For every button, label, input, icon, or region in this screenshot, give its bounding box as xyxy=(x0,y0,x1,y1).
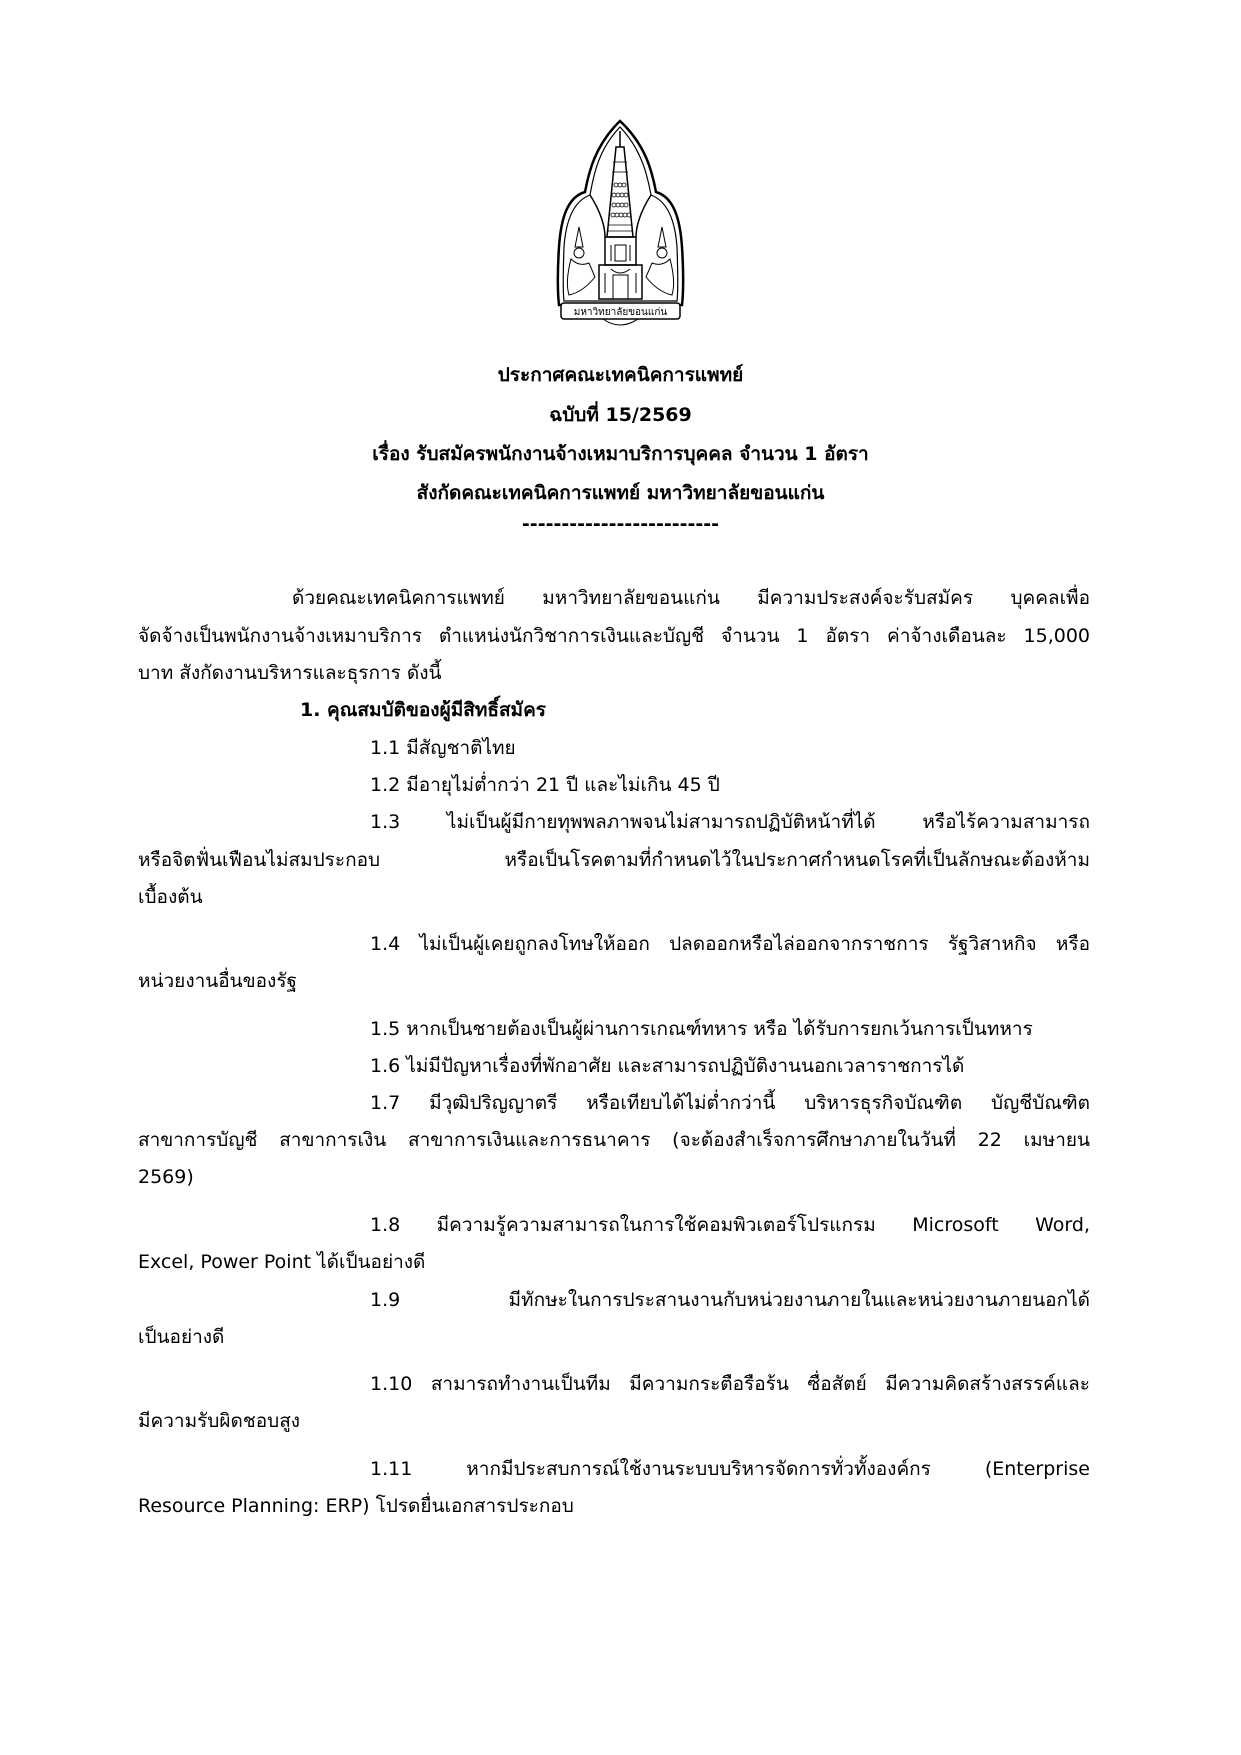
qualification-item-1-10-cont: มีความรับผิดชอบสูง xyxy=(138,1410,301,1432)
qualification-item-1-7-cont: สาขาการบัญชี สาขาการเงิน สาขาการเงินและการธนาคาร (จะต้องสำเร็จการศึกษาภายในวันที่ 22 เมษายน xyxy=(138,1129,1090,1151)
qualification-item-1-2: 1.2 มีอายุไม่ต่ำกว่า 21 ปี และไม่เกิน 45 ปี xyxy=(370,774,720,796)
qualification-item-1-8: 1.8 มีความรู้ความสามารถในการใช้คอมพิวเตอร์โปรแกรม Microsoft Word, xyxy=(370,1214,1090,1236)
qualification-item-1-3: 1.3 ไม่เป็นผู้มีกายทุพพลภาพจนไม่สามารถปฏิบัติหน้าที่ได้ หรือไร้ความสามารถ xyxy=(370,811,1090,833)
qualification-item-1-3-cont2: เบื้องต้น xyxy=(138,886,203,908)
announcement-subject: เรื่อง รับสมัครพนักงานจ้างเหมาบริการบุคคล จำนวน 1 อัตรา xyxy=(372,443,869,465)
qualification-item-1-11: 1.11 หากมีประสบการณ์ใช้งานระบบบริหารจัดการทั่วทั้งองค์กร (Enterprise xyxy=(370,1458,1090,1480)
qualification-item-1-7-cont2: 2569) xyxy=(138,1166,194,1188)
intro-line-3: บาท สังกัดงานบริหารและธุรการ ดังนี้ xyxy=(138,662,442,684)
announcement-title: ประกาศคณะเทคนิคการแพทย์ xyxy=(497,364,744,386)
qualification-item-1-5: 1.5 หากเป็นชายต้องเป็นผู้ผ่านการเกณฑ์ทหาร หรือ ได้รับการยกเว้นการเป็นทหาร xyxy=(370,1018,1033,1040)
qualification-item-1-7: 1.7 มีวุฒิปริญญาตรี หรือเทียบได้ไม่ต่ำกว่านี้ บริหารธุรกิจบัณฑิต บัญชีบัณฑิต xyxy=(370,1092,1090,1114)
qualification-item-1-9: 1.9 มีทักษะในการประสานงานกับหน่วยงานภายในและหน่วยงานภายนอกได้ xyxy=(370,1289,1090,1311)
qualification-item-1-9-cont: เป็นอย่างดี xyxy=(138,1326,225,1348)
qualification-item-1-11-cont: Resource Planning: ERP) โปรดยื่นเอกสารประกอบ xyxy=(138,1495,574,1517)
section-heading-qualifications: 1. คุณสมบัติของผู้มีสิทธิ์สมัคร xyxy=(300,699,546,721)
qualification-item-1-1: 1.1 มีสัญชาติไทย xyxy=(370,737,516,759)
svg-text:มหาวิทยาลัยขอนแก่น: มหาวิทยาลัยขอนแก่น xyxy=(573,307,668,318)
announcement-affiliation: สังกัดคณะเทคนิคการแพทย์ มหาวิทยาลัยขอนแก่น xyxy=(416,482,825,504)
qualification-item-1-4: 1.4 ไม่เป็นผู้เคยถูกลงโทษให้ออก ปลดออกหรือไล่ออกจากราชการ รัฐวิสาหกิจ หรือ xyxy=(370,933,1090,955)
intro-line-2: จัดจ้างเป็นพนักงานจ้างเหมาบริการ ตำแหน่งนักวิชาการเงินและบัญชี จำนวน 1 อัตรา ค่าจ้างเดือนละ 15,000 xyxy=(138,625,1090,647)
qualification-item-1-6: 1.6 ไม่มีปัญหาเรื่องที่พักอาศัย และสามารถปฏิบัติงานนอกเวลาราชการได้ xyxy=(370,1055,965,1077)
kku-emblem-icon xyxy=(553,117,688,332)
university-logo xyxy=(553,117,688,332)
intro-line-1: ด้วยคณะเทคนิคการแพทย์ มหาวิทยาลัยขอนแก่น มีความประสงค์จะรับสมัคร บุคคลเพื่อ xyxy=(292,587,1090,609)
qualification-item-1-8-cont: Excel, Power Point ได้เป็นอย่างดี xyxy=(138,1251,426,1273)
qualification-item-1-10: 1.10 สามารถทำงานเป็นทีม มีความกระตือรือร้น ซื่อสัตย์ มีความคิดสร้างสรรค์และ xyxy=(370,1373,1090,1395)
qualification-item-1-4-cont: หน่วยงานอื่นของรัฐ xyxy=(138,970,298,992)
header-separator: ------------------------- xyxy=(521,513,720,535)
announcement-number: ฉบับที่ 15/2569 xyxy=(549,404,692,426)
qualification-item-1-3-cont: หรือจิตฟั่นเฟือนไม่สมประกอบ หรือเป็นโรคตามที่กำหนดไว้ในประกาศกำหนดโรคที่เป็นลักษณะต้องห้าม xyxy=(138,849,1090,871)
